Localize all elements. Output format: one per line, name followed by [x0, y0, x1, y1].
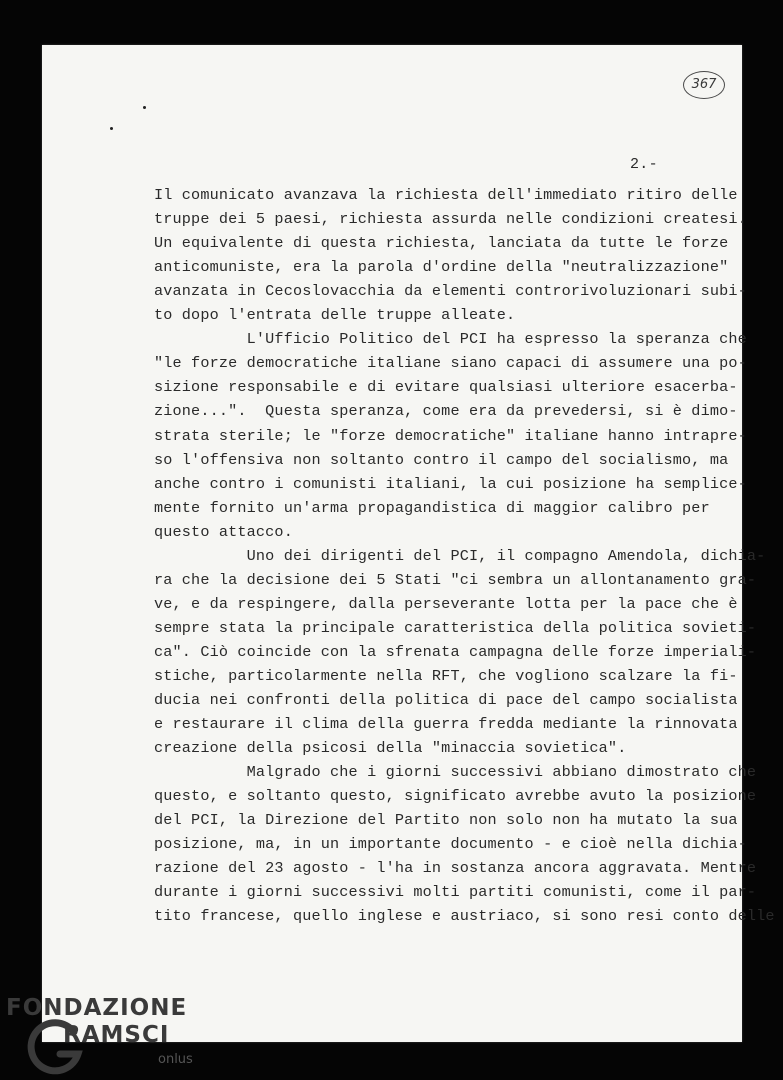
- text-line: strata sterile; le "forze democratiche" italiane hanno intrapre-: [154, 427, 747, 445]
- text-line: Il comunicato avanzava la richiesta dell'immediato ritiro delle: [154, 186, 738, 204]
- text-line: razione del 23 agosto - l'ha in sostanza ancora aggravata. Mentre: [154, 859, 757, 877]
- text-line: "le forze democratiche italiane siano capaci di assumere una po-: [154, 354, 747, 372]
- text-line: ducia nei confronti della politica di pace del campo socialista: [154, 691, 738, 709]
- watermark-line1: FONDAZIONE: [6, 995, 188, 1021]
- text-line: creazione della psicosi della "minaccia sovietica".: [154, 739, 627, 757]
- text-line: zione...". Questa speranza, come era da prevedersi, si è dimo-: [154, 402, 738, 420]
- ink-speck: [110, 127, 113, 130]
- text-line: ra che la decisione dei 5 Stati "ci sembra un allontanamento gra-: [154, 571, 757, 589]
- text-line: L'Ufficio Politico del PCI ha espresso la speranza che: [154, 330, 747, 348]
- text-line: questo attacco.: [154, 523, 293, 541]
- archive-number-stamp: 367: [683, 71, 725, 99]
- text-line: ve, e da respingere, dalla perseverante lotta per la pace che è: [154, 595, 738, 613]
- text-line: avanzata in Cecoslovacchia da elementi controrivoluzionari subi-: [154, 282, 747, 300]
- text-line: sempre stata la principale caratteristica della politica sovieti-: [154, 619, 757, 637]
- text-line: Uno dei dirigenti del PCI, il compagno Amendola, dichia-: [154, 547, 766, 565]
- text-line: ca". Ciò coincide con la sfrenata campagna delle forze imperiali-: [154, 643, 757, 661]
- text-line: posizione, ma, in un importante documento - e cioè nella dichia-: [154, 835, 747, 853]
- text-line: sizione responsabile e di evitare qualsiasi ulteriore esacerba-: [154, 378, 738, 396]
- ink-speck: [143, 106, 146, 109]
- text-line: to dopo l'entrata delle truppe alleate.: [154, 306, 516, 324]
- text-line: truppe dei 5 paesi, richiesta assurda nelle condizioni createsi.: [154, 210, 747, 228]
- text-line: e restaurare il clima della guerra fredda mediante la rinnovata: [154, 715, 738, 733]
- text-line: mente fornito un'arma propagandistica di maggior calibro per: [154, 499, 710, 517]
- text-line: questo, e soltanto questo, significato avrebbe avuto la posizione: [154, 787, 757, 805]
- text-line: anche contro i comunisti italiani, la cui posizione ha semplice-: [154, 475, 747, 493]
- text-line: del PCI, la Direzione del Partito non solo non ha mutato la sua: [154, 811, 738, 829]
- text-line: so l'offensiva non soltanto contro il campo del socialismo, ma: [154, 451, 729, 469]
- text-line: durante i giorni successivi molti partiti comunisti, come il par-: [154, 883, 757, 901]
- text-line: tito francese, quello inglese e austriaco, si sono resi conto delle: [154, 907, 775, 925]
- page-number: 2.-: [630, 156, 658, 173]
- text-line: stiche, particolarmente nella RFT, che vogliono scalzare la fi-: [154, 667, 738, 685]
- watermark-sub: onlus: [158, 1052, 193, 1067]
- text-line: Malgrado che i giorni successivi abbiano dimostrato che: [154, 763, 757, 781]
- text-line: anticomuniste, era la parola d'ordine della "neutralizzazione": [154, 258, 729, 276]
- watermark-line2: RAMSCI: [63, 1022, 170, 1048]
- text-line: Un equivalente di questa richiesta, lanciata da tutte le forze: [154, 234, 729, 252]
